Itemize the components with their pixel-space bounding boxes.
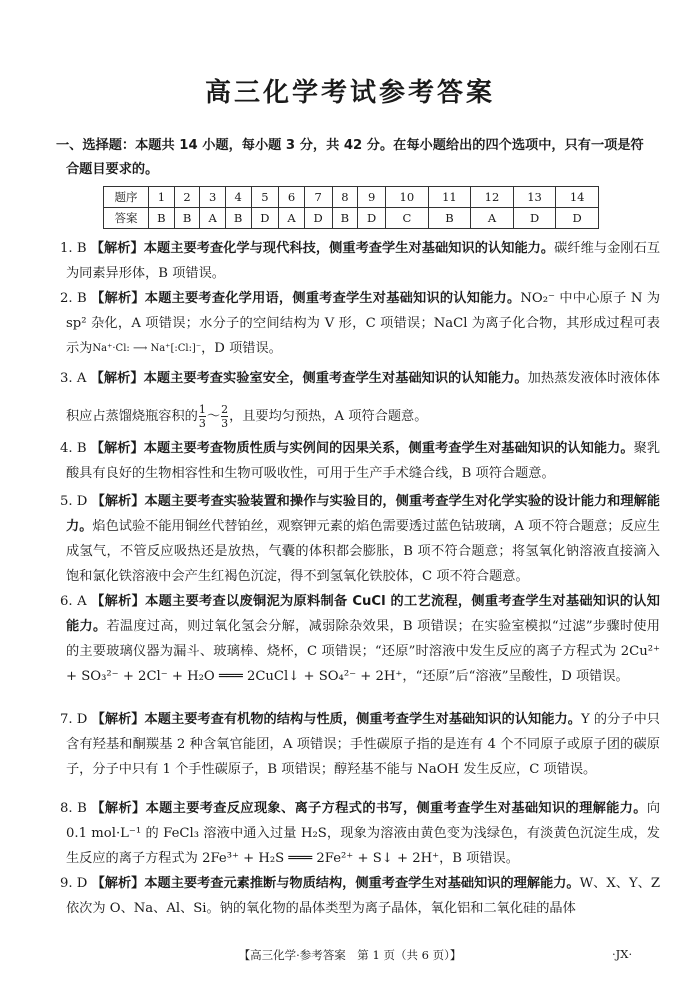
table-cell-number: 9	[358, 187, 386, 208]
analysis-tag: 【解析】	[91, 291, 145, 306]
table-cell-answer: C	[386, 208, 429, 229]
question-6-explanation	[60, 589, 660, 689]
question-body: 向 0.1 mol·L⁻¹ 的 FeCl₃ 溶液中通入过量 H₂S，现象为溶液由黄色变为浅绿色，有淡黄色沉淀生成，发生反应的离子方程式为 2Fe³⁺ + H₂S ═══ 2Fe²⁺ + S↓ + 2H⁺，B 项错误。	[66, 801, 660, 866]
question-body: 焰色试验不能用铜丝代替铂丝，观察钾元素的焰色需要透过蓝色钴玻璃，A 项不符合题意；反应生成氢气，不管反应吸热还是放热，气囊的体积都会膨胀，B 项不符合题意；将氢氧化钠溶液直接滴入饱和氯化铁溶液中会产生红褐色沉淀，得不到氢氧化铁胶体，C 项不符合题意。	[66, 519, 661, 584]
fraction-numerator: 2	[221, 403, 229, 416]
table-cell-answer: D	[556, 208, 599, 229]
table-cell-answer: D	[251, 208, 279, 229]
answer-table-row1-label: 题序	[104, 187, 149, 208]
range-tilde: ～	[206, 409, 221, 424]
question-focus: 本题主要考查实验装置和操作与实验目的，侧重考查学生对化学实验的设计能力和理解能力。	[66, 494, 660, 534]
answer-table-row2-label: 答案	[104, 208, 149, 229]
question-number: 8. B	[60, 801, 87, 816]
table-cell-answer: B	[332, 208, 358, 229]
fraction-two-thirds	[221, 403, 228, 430]
question-body: 聚乳酸具有良好的生物相容性和生物可吸收性，可用于生产手术缝合线，B 项符合题意。	[66, 441, 661, 481]
table-cell-number: 13	[513, 187, 556, 208]
question-number: 3. A	[60, 371, 87, 386]
question-focus: 本题主要考查以废铜泥为原料制备 CuCl 的工艺流程，侧重考查学生对基础知识的认知能力。	[66, 594, 660, 634]
question-body: W、X、Y、Z 依次为 O、Na、Al、Si。钠的氧化物的晶体类型为离子晶体，氧化铝和二氧化硅的晶体	[66, 876, 660, 916]
question-number: 5. D	[60, 494, 88, 509]
answer-table-answer-row	[104, 208, 599, 229]
analysis-tag: 【解析】	[90, 371, 144, 386]
table-cell-number: 8	[332, 187, 358, 208]
analysis-tag: 【解析】	[91, 712, 145, 727]
question-body: 加热蒸发液体时液体体积应占蒸馏烧瓶容积的	[66, 371, 660, 424]
analysis-tag: 【解析】	[90, 441, 144, 456]
table-cell-number: 4	[225, 187, 251, 208]
question-8-explanation	[60, 796, 660, 871]
question-7-explanation	[60, 707, 660, 782]
question-4-explanation	[60, 436, 661, 486]
table-cell-number: 2	[174, 187, 200, 208]
question-body: 碳纤维与金刚石互为同素异形体，B 项错误。	[66, 241, 661, 281]
table-cell-answer: B	[174, 208, 200, 229]
question-focus: 本题主要考查实验室安全，侧重考查学生对基础知识的认知能力。	[143, 371, 528, 386]
fraction-numerator: 1	[198, 403, 206, 416]
table-cell-number: 6	[279, 187, 304, 208]
answer-table	[103, 186, 599, 229]
question-9-explanation	[60, 871, 660, 921]
question-number: 9. D	[60, 876, 88, 891]
table-cell-answer: B	[225, 208, 251, 229]
question-body: 若温度过高，则过氧化氢会分解，减弱除杂效果，B 项错误；在实验室模拟“过滤”步骤时使用的主要玻璃仪器为漏斗、玻璃棒、烧杯，C 项错误；“还原”时溶液中发生反应的离子方程式为 2Cu²⁺ + SO₃²⁻ + 2Cl⁻ + H₂O ═══ 2CuCl↓ + SO₄²⁻ + 2H⁺，“还原”后“溶液”呈酸性，D 项错误。	[66, 619, 660, 684]
question-5-explanation	[60, 489, 661, 589]
table-cell-answer: A	[471, 208, 514, 229]
table-cell-answer: D	[513, 208, 556, 229]
question-1-explanation	[60, 236, 661, 286]
table-cell-number: 11	[428, 187, 471, 208]
table-cell-answer: D	[304, 208, 332, 229]
question-focus: 本题主要考查反应现象、离子方程式的书写，侧重考查学生对基础知识的理解能力。	[145, 801, 647, 816]
table-cell-answer: D	[358, 208, 386, 229]
question-focus: 本题主要考查物质性质与实例间的因果关系，侧重考查学生对基础知识的认知能力。	[143, 441, 634, 456]
question-number: 6. A	[60, 594, 87, 609]
fraction-one-third	[199, 403, 206, 430]
table-cell-number: 3	[200, 187, 225, 208]
answer-table-number-row	[104, 187, 599, 208]
question-3-explanation	[60, 360, 660, 436]
question-number: 7. D	[60, 712, 88, 727]
question-number: 4. B	[60, 441, 87, 456]
table-cell-answer: A	[279, 208, 304, 229]
question-focus: 本题主要考查化学用语，侧重考查学生对基础知识的认知能力。	[144, 291, 521, 306]
analysis-tag: 【解析】	[91, 876, 145, 891]
question-focus: 本题主要考查化学与现代科技，侧重考查学生对基础知识的认知能力。	[143, 241, 555, 256]
question-focus: 本题主要考查有机物的结构与性质，侧重考查学生对基础知识的认知能力。	[144, 712, 581, 727]
page-footer: 【高三化学·参考答案 第 1 页（共 6 页）】	[238, 948, 462, 962]
table-cell-number: 10	[386, 187, 429, 208]
table-cell-number: 7	[304, 187, 332, 208]
question-number: 1. B	[60, 241, 87, 256]
table-cell-answer: B	[428, 208, 471, 229]
question-focus: 本题主要考查元素推断与物质结构，侧重考查学生对基础知识的理解能力。	[144, 876, 580, 891]
table-cell-answer: A	[200, 208, 225, 229]
section-heading	[56, 134, 656, 182]
fraction-denominator: 3	[198, 417, 206, 430]
analysis-tag: 【解析】	[91, 801, 146, 816]
question-2-explanation	[60, 286, 661, 361]
analysis-tag: 【解析】	[91, 594, 146, 609]
table-cell-answer: B	[149, 208, 175, 229]
analysis-tag: 【解析】	[91, 494, 145, 509]
page-title: 高三化学考试参考答案	[204, 78, 495, 108]
nacl-formation-lewis-diagram: Na⁺·Cl: ⟶ Na⁺[:Cl:]⁻	[92, 343, 202, 354]
analysis-tag: 【解析】	[90, 241, 144, 256]
question-body-tail: ，D 项错误。	[201, 341, 282, 356]
table-cell-number: 1	[149, 187, 175, 208]
question-body-tail: ，且要均匀预热，A 项符合题意。	[229, 409, 428, 424]
question-body: NO₂⁻ 中中心原子 N 为 sp² 杂化，A 项错误；水分子的空间结构为 V 形，C 项错误；NaCl 为离子化合物，其形成过程可表示为	[66, 291, 661, 356]
question-number: 2. B	[60, 291, 87, 306]
section-heading-line2: 合题目要求的。	[66, 162, 159, 177]
table-cell-number: 14	[556, 187, 599, 208]
table-cell-number: 5	[251, 187, 279, 208]
footer-code: ·JX·	[612, 947, 633, 961]
section-heading-line1: 一、选择题：本题共 14 小题，每小题 3 分，共 42 分。在每小题给出的四个选项中，只有一项是符	[56, 138, 644, 153]
fraction-denominator: 3	[221, 417, 229, 430]
table-cell-number: 12	[471, 187, 514, 208]
question-body: Y 的分子中只含有羟基和酮羰基 2 种含氧官能团，A 项错误；手性碳原子指的是连有 4 个不同原子或原子团的碳原子，分子中只有 1 个手性碳原子，B 项错误；醇羟基不能与 NaOH 发生反应，C 项错误。	[66, 712, 660, 777]
